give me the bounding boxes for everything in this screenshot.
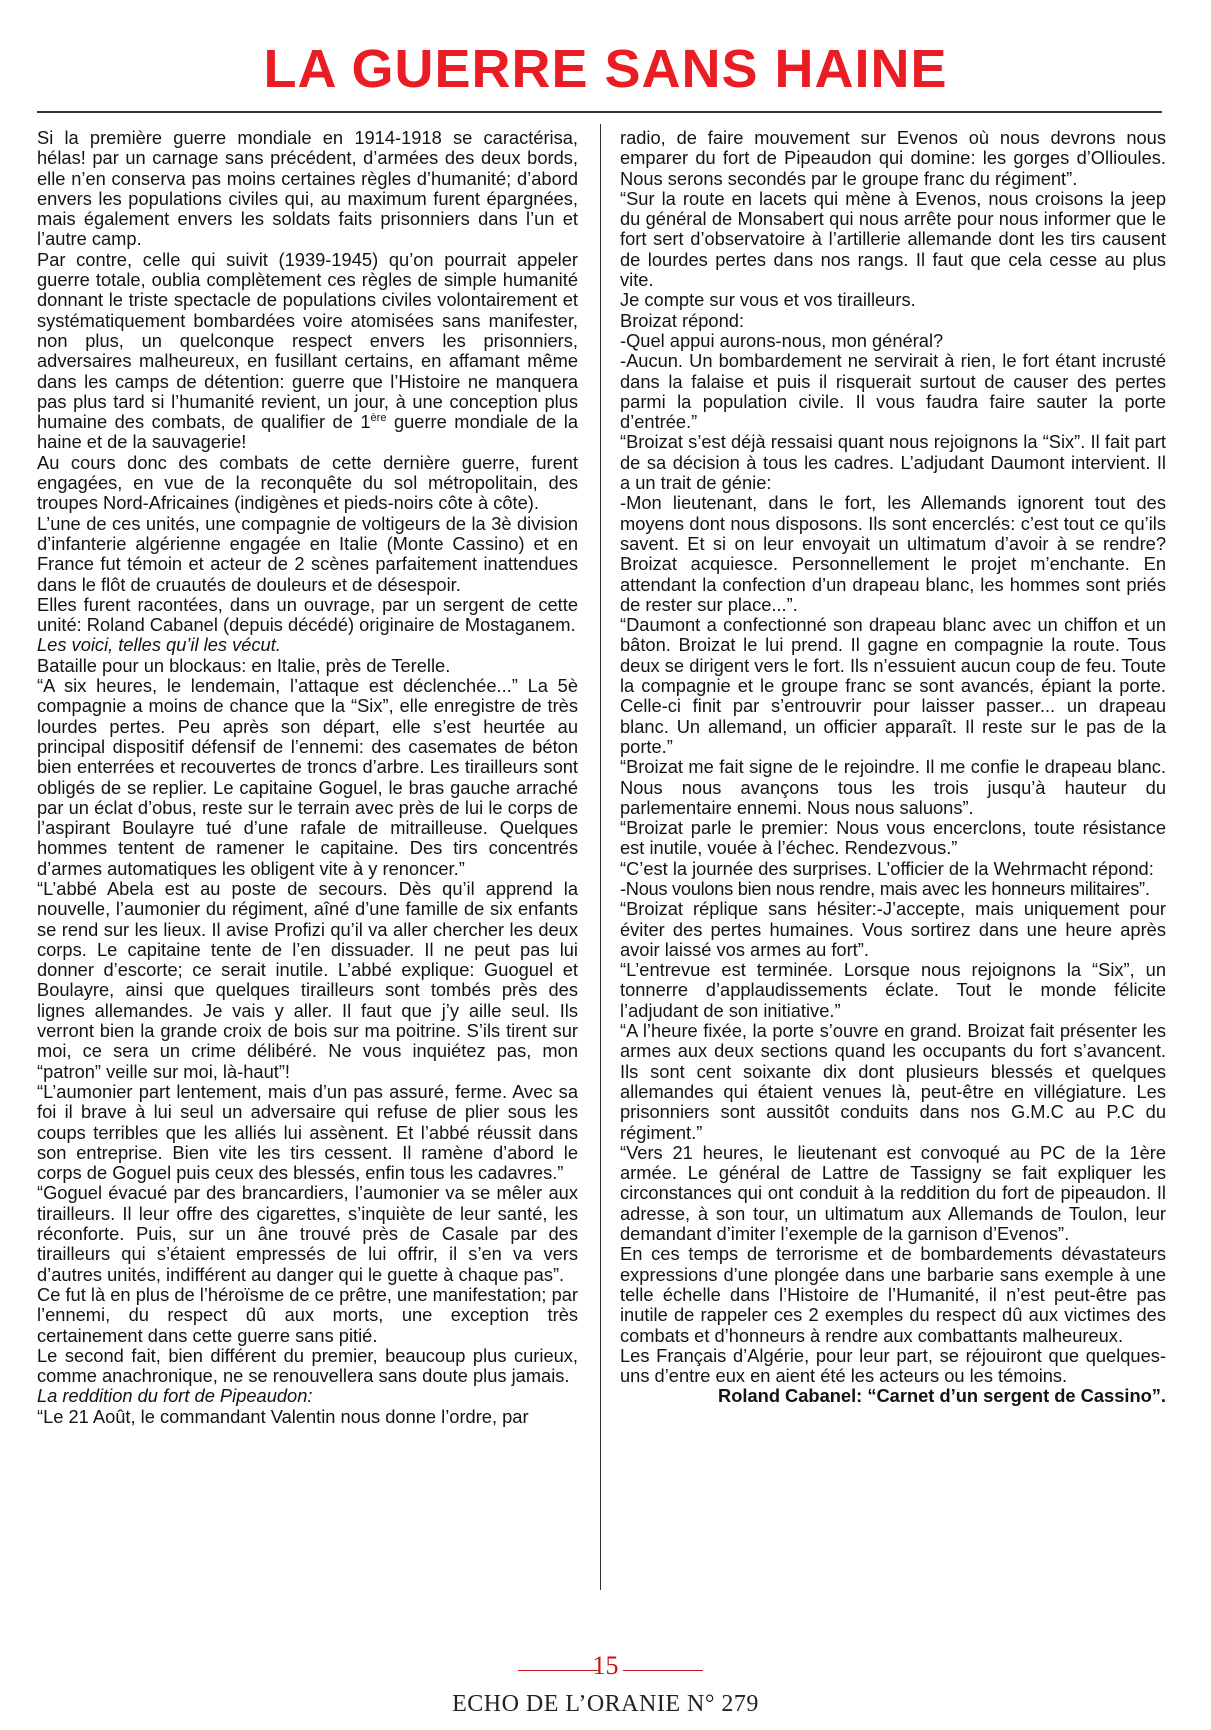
article-title: LA GUERRE SANS HAINE bbox=[263, 39, 948, 99]
paragraph: “A l’heure fixée, la porte s’ouvre en grand. Broizat fait présenter les armes aux deux sections quand les occupants du fort s’avancent. Ils sont cent soixante dix dont plusieurs blessés et quelques allemandes qui étaient venues là, peut-être en villégiature. Les prisonniers sont aussitôt conduits dans nos G.M.C au P.C du régiment.” bbox=[620, 1020, 1166, 1143]
paragraph: Les Français d’Algérie, pour leur part, se réjouiront que quelques-uns d’entre eux en aient été les acteurs ou les témoins. bbox=[620, 1344, 1166, 1387]
paragraph-text: guerre mondiale de la haine et de la sauvagerie! bbox=[37, 411, 578, 453]
page-number: 15 bbox=[592, 1651, 619, 1680]
paragraph bbox=[37, 1386, 578, 1406]
italic-heading: La reddition du fort de Pipeaudon: bbox=[37, 1385, 313, 1407]
paragraph: “Le 21 Août, le commandant Valentin nous donne l’ordre, par bbox=[37, 1405, 529, 1427]
paragraph: radio, de faire mouvement sur Evenos où nous devrons nous emparer du fort de Pipeaudon qui domine: les gorges d’Ollioules. Nous serons secondés par le groupe franc du régiment”. bbox=[620, 127, 1166, 189]
paragraph: “Vers 21 heures, le lieutenant est convoqué au PC de la 1ère armée. Le général de Lattre de Tassigny se fait expliquer les circonstances qui ont conduit à la reddition du fort de pipeaudon. Il adresse, à son tour, un ultimatum aux Allemands de Toulon, leur demandant d’imiter l’exemple de la garnison d’Evenos”. bbox=[620, 1141, 1166, 1245]
paragraph: “A six heures, le lendemain, l’attaque est déclenchée...” La 5è compagnie a moins de chance que la “Six”, elle enregistre de très lourdes pertes. Peu après son départ, elle s’est heurtée au principal dispositif défensif de l’ennemi: des casemates de béton bien enterrées et recouvertes de troncs d’arbre. Les tirailleurs sont obligés de se replier. Le capitaine Goguel, le bras gauche arraché par un éclat d’obus, reste sur le terrain avec près de lui le corps de l’aspirant Boulayre tué d’une rafale de mitrailleuse. Quelques hommes tentent de ramener le capitaine. Des tirs concentrés d’armes automatiques les obligent vite à y renoncer.” bbox=[37, 675, 578, 879]
publication-name: ECHO DE L’ORANIE N° 279 bbox=[452, 1691, 759, 1717]
paragraph: En ces temps de terrorisme et de bombardements dévastateurs expressions d’une plongée dans une barbarie sans exemple à une telle échelle dans l’Histoire de l’Humanité, il n’est peut-être pas inutile de rappeler ces 2 exemples du respect dû aux victimes des combats et d’honneurs à rendre aux combattants malheureux. bbox=[620, 1243, 1166, 1346]
paragraph: Ce fut là en plus de l’héroïsme de ce prêtre, une manifestation; par l’ennemi, du respect dû aux morts, une exception très certainement dans cette guerre sans pitié. bbox=[37, 1283, 578, 1346]
superscript: ère bbox=[370, 412, 387, 425]
paragraph: “Broizat s’est déjà ressaisi quant nous rejoignons la “Six”. Il fait part de sa décision à tous les cadres. L’adjudant Daumont intervient. Il a un trait de génie: bbox=[620, 431, 1166, 494]
paragraph: -Nous voulons bien nous rendre, mais avec les honneurs militaires”. bbox=[620, 877, 1150, 899]
paragraph: “Broizat me fait signe de le rejoindre. Il me confie le drapeau blanc. Nous nous avançons tous les trois jusqu’à hauteur du parlementaire ennemi. Nous nous saluons”. bbox=[620, 756, 1166, 818]
paragraph-text: Par contre, celle qui suivit (1939-1945) qu’on pourrait appeler guerre totale, oublia complètement ces règles de simple humanité donnant le triste spectacle de populations civiles volontairement et systématiquement bombardées voire atomisées sans manifester, non plus, un quelconque respect envers les prisonniers, adversaires malheureux, en fusillant certains, en affamant même dans les camps de détention: guerre que l’Histoire ne manquera pas plus tard si l’humanité revient, un jour, à une conception plus humaine des combats, de qualifier de 1 bbox=[37, 248, 578, 433]
footer-rule-right bbox=[623, 1670, 703, 1671]
paragraph: “C’est la journée des surprises. L’officier de la Wehrmacht répond: bbox=[620, 857, 1154, 879]
author-signature: Roland Cabanel: “Carnet d’un sergent de Cassino”. bbox=[718, 1385, 1166, 1407]
title-divider bbox=[37, 111, 1162, 113]
paragraph: -Quel appui aurons-nous, mon général? bbox=[620, 329, 944, 351]
left-column bbox=[37, 128, 578, 1427]
paragraph: “L’entrevue est terminée. Lorsque nous rejoignons la “Six”, un tonnerre d’applaudissements éclate. Tout le monde félicite l’adjudant de son initiative.” bbox=[620, 959, 1166, 1021]
paragraph: “Sur la route en lacets qui mène à Evenos, nous croisons la jeep du général de Monsabert qui nous arrête pour nous informer que le fort sert d’observatoire à l’artillerie allemande dont les tirs causent de lourdes pertes dans nos rangs. Il faut que cela cesse au plus vite. bbox=[620, 187, 1166, 291]
paragraph bbox=[37, 250, 578, 453]
paragraph: Le second fait, bien différent du premier, beaucoup plus curieux, comme anachronique, ne se renouvellera sans doute plus jamais. bbox=[37, 1344, 578, 1387]
paragraph: “Goguel évacué par des brancardiers, l’aumonier va se mêler aux tirailleurs. Il leur offre des cigarettes, s’inquiète de leur santé, les réconforte. Puis, sur un âne trouvé près de Casale par des tirailleurs qui s’étaient empressés de lui offrir, il s’en va vers d’autres unités, indifférent au danger qui le guette à chaque pas”. bbox=[37, 1182, 578, 1285]
italic-heading: Les voici, telles qu’il les vécut. bbox=[37, 634, 281, 656]
paragraph: Broizat répond: bbox=[620, 309, 744, 331]
paragraph: Je compte sur vous et vos tirailleurs. bbox=[620, 289, 916, 311]
paragraph: “Daumont a confectionné son drapeau blanc avec un chiffon et un bâton. Broizat le lui prend. Il gagne en compagnie la route. Tous deux se dirigent vers le fort. Ils n’essuient aucun coup de feu. Toute la compagnie et le groupe franc se sont avancés, épiant la porte. Celle-ci finit par s’entrouvrir pour laisser passer... un drapeau blanc. Un allemand, un officier apparaît. Il reste sur le pas de la porte.” bbox=[620, 614, 1166, 757]
paragraph bbox=[37, 635, 578, 655]
paragraph: “Broizat réplique sans hésiter:-J’accepte, mais uniquement pour éviter des pertes humaines. Vous sortirez dans une heure après avoir laissé vos armes au fort”. bbox=[620, 898, 1166, 960]
paragraph: L’une de ces unités, une compagnie de voltigeurs de la 3è division d’infanterie algérienne engagée en Italie (Monte Cassino) et en France fut témoin et acteur de 2 scènes parfaitement inattendues dans le flôt de cruautés de douleurs et de désespoir. bbox=[37, 512, 578, 595]
paragraph: Au cours donc des combats de cette dernière guerre, furent engagées, en vue de la reconquête du sol métropolitain, des troupes Nord-Africaines (indigènes et pieds-noirs côte à côte). bbox=[37, 451, 578, 514]
paragraph: “Broizat parle le premier: Nous vous encerclons, toute résistance est inutile, vouée à l’échec. Rendezvous.” bbox=[620, 817, 1166, 859]
paragraph: Si la première guerre mondiale en 1914-1918 se caractérisa, hélas! par un carnage sans précédent, d’armées des deux bords, elle n’en conserva pas moins certaines règles d’humanité; d’abord envers les populations civiles qui, au maximum furent épargnées, mais également envers les soldats faits prisonniers dans l’un et l’autre camp. bbox=[37, 127, 578, 250]
paragraph: Elles furent racontées, dans un ouvrage, par un sergent de cette unité: Roland Cabanel (depuis décédé) originaire de Mostaganem. bbox=[37, 593, 578, 636]
right-column bbox=[620, 128, 1166, 1407]
paragraph: “L’abbé Abela est au poste de secours. Dès qu’il apprend la nouvelle, l’aumonier du régiment, aîné d’une famille de six enfants se rend sur les lieux. Il avise Profizi qu’il va aller chercher les deux corps. Le capitaine tente de l’en dissuader. Il ne peut pas lui donner d’escorte; ce serait inutile. L’abbé explique: Guoguel et Boulayre, ainsi que quelques tirailleurs sont tombés près des lignes allemandes. Je vais y aller. Il faut que j’y aille seul. Ils verront bien la grande croix de bois sur ma poitrine. S’ils tirent sur moi, ce sera un crime délibéré. Ne vous inquiétez pas, mon “patron” veille sur moi, là-haut”! bbox=[37, 877, 578, 1082]
paragraph: “L’aumonier part lentement, mais d’un pas assuré, ferme. Avec sa foi il brave à lui seul un adversaire qui refuse de plier sous les coups terribles que les alliés lui assènent. Et l’abbé réussit dans son entreprise. Bien vite les tirs cessent. Il ramène d’abord le corps de Goguel puis ceux des blessés, enfin tous les cadavres.” bbox=[37, 1080, 578, 1184]
paragraph: Bataille pour un blockaus: en Italie, près de Terelle. bbox=[37, 654, 451, 676]
paragraph: -Mon lieutenant, dans le fort, les Allemands ignorent tout des moyens dont nous disposons. Ils sont encerclés: c’est tout ce qu’ils savent. Et si on leur envoyait un ultimatum d’avoir à se rendre? Broizat acquiesce. Personnellement le projet m’enchante. En attendant la confection d’un drapeau blanc, les hommes sont priés de rester sur place...”. bbox=[620, 492, 1166, 615]
paragraph: -Aucun. Un bombardement ne servirait à rien, le fort étant incrusté dans la falaise et puis il risquerait surtout de causer des pertes parmi la population civile. Il vous faudra faire sauter la porte d’entrée.” bbox=[620, 350, 1166, 433]
column-divider bbox=[600, 124, 601, 1590]
